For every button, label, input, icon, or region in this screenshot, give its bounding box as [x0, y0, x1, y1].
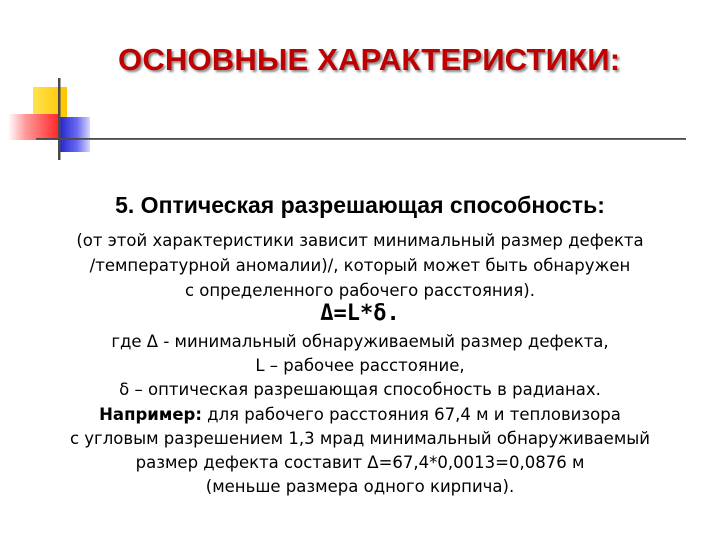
where-line: L – рабочее расстояние,	[255, 356, 465, 376]
example-line: размер дефекта составит Δ=67,4*0,0013=0,0876 м	[135, 453, 585, 473]
example-text: для рабочего расстояния 67,4 м и тепловизора	[201, 404, 621, 424]
vertical-rule	[58, 78, 61, 160]
explanation-text	[10, 330, 710, 499]
intro-line: с определенного рабочего расстояния).	[184, 281, 535, 300]
where-line: δ – оптическая разрешающая способность в радианах.	[119, 380, 601, 400]
slide-title: ОСНОВНЫЕ ХАРАКТЕРИСТИКИ:	[118, 42, 621, 77]
red-bar	[8, 114, 58, 140]
intro-line: /температурной аномалии)/, который может быть обнаружен	[89, 256, 631, 275]
where-line: где Δ - минимальный обнаруживаемый размер дефекта,	[111, 332, 609, 351]
formula: Δ=L*δ.	[320, 301, 400, 326]
intro-text	[30, 228, 690, 303]
section-heading: 5. Оптическая разрешающая способность:	[115, 192, 605, 218]
blue-square	[58, 117, 90, 152]
example-line	[10, 403, 710, 427]
example-line: (меньше размера одного кирпича).	[205, 477, 515, 497]
example-label: Например:	[99, 404, 202, 424]
horizontal-rule	[36, 138, 686, 140]
intro-line: (от этой характеристики зависит минимальный размер дефекта	[76, 231, 644, 250]
example-line: с угловым разрешением 1,3 мрад минимальный обнаруживаемый	[69, 428, 651, 448]
